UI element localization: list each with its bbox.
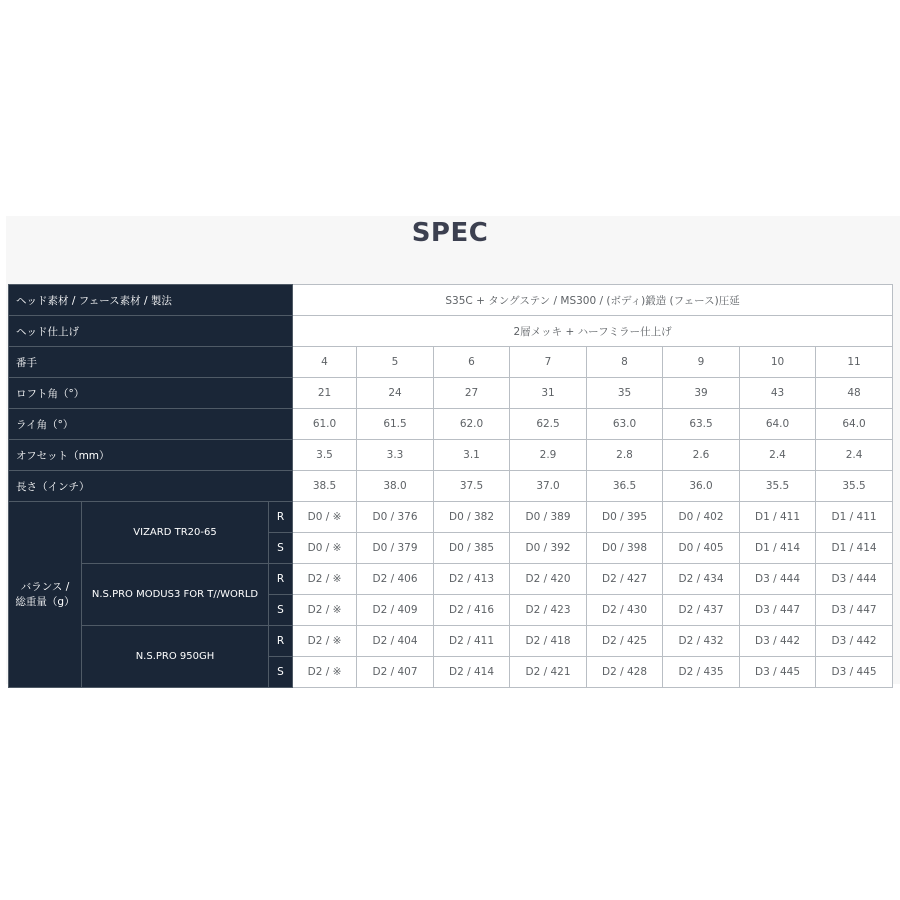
cell-value: 35 <box>587 378 663 409</box>
row-offset <box>9 440 893 471</box>
balance-value: D0 / ※ <box>293 533 357 564</box>
cell-value: 39 <box>663 378 740 409</box>
balance-value: D0 / 398 <box>587 533 663 564</box>
balance-value: D3 / 444 <box>816 564 893 595</box>
cell-value: 43 <box>740 378 816 409</box>
balance-value: D0 / 395 <box>587 502 663 533</box>
balance-value: D2 / 434 <box>663 564 740 595</box>
balance-value: D2 / 423 <box>510 595 587 626</box>
balance-label-line1: バランス / <box>20 580 70 593</box>
row-label: 番手 <box>9 347 293 378</box>
row-materials <box>9 285 893 316</box>
balance-value: D2 / 406 <box>357 564 434 595</box>
cell-value: 7 <box>510 347 587 378</box>
balance-value: D0 / 376 <box>357 502 434 533</box>
row-number <box>9 347 893 378</box>
cell-value: 2.4 <box>740 440 816 471</box>
balance-value: D2 / 430 <box>587 595 663 626</box>
balance-label-line2: 総重量（g） <box>15 595 75 608</box>
cell-value: 64.0 <box>740 409 816 440</box>
balance-value: D0 / ※ <box>293 502 357 533</box>
balance-value: D2 / 414 <box>434 657 510 688</box>
cell-value: 35.5 <box>740 471 816 502</box>
balance-value: D0 / 382 <box>434 502 510 533</box>
row-finish <box>9 316 893 347</box>
balance-value: D0 / 402 <box>663 502 740 533</box>
balance-value: D0 / 385 <box>434 533 510 564</box>
cell-value: 24 <box>357 378 434 409</box>
balance-value: D2 / 427 <box>587 564 663 595</box>
cell-value: 2.4 <box>816 440 893 471</box>
cell-value: 63.5 <box>663 409 740 440</box>
balance-weight-label <box>9 502 82 688</box>
balance-value: D3 / 442 <box>816 626 893 657</box>
cell-value: 36.0 <box>663 471 740 502</box>
balance-row <box>9 502 893 533</box>
balance-value: D3 / 447 <box>816 595 893 626</box>
page-title: SPEC <box>411 218 489 248</box>
balance-value: D2 / 411 <box>434 626 510 657</box>
finish-value: 2層メッキ + ハーフミラー仕上げ <box>293 316 893 347</box>
cell-value: 38.0 <box>357 471 434 502</box>
cell-value: 6 <box>434 347 510 378</box>
flex-label: S <box>269 533 293 564</box>
balance-value: D3 / 445 <box>816 657 893 688</box>
balance-value: D2 / ※ <box>293 626 357 657</box>
balance-value: D0 / 392 <box>510 533 587 564</box>
cell-value: 64.0 <box>816 409 893 440</box>
balance-value: D2 / ※ <box>293 595 357 626</box>
row-label: オフセット（mm） <box>9 440 293 471</box>
cell-value: 35.5 <box>816 471 893 502</box>
balance-value: D2 / ※ <box>293 657 357 688</box>
shaft-name: N.S.PRO MODUS3 FOR T//WORLD <box>82 564 269 626</box>
row-length <box>9 471 893 502</box>
cell-value: 2.8 <box>587 440 663 471</box>
cell-value: 61.5 <box>357 409 434 440</box>
balance-value: D2 / 413 <box>434 564 510 595</box>
balance-value: D2 / 416 <box>434 595 510 626</box>
cell-value: 5 <box>357 347 434 378</box>
row-lie <box>9 409 893 440</box>
row-loft <box>9 378 893 409</box>
row-label: ライ角（°） <box>9 409 293 440</box>
cell-value: 8 <box>587 347 663 378</box>
balance-row <box>9 626 893 657</box>
balance-value: D0 / 389 <box>510 502 587 533</box>
balance-value: D2 / 437 <box>663 595 740 626</box>
cell-value: 3.5 <box>293 440 357 471</box>
balance-value: D1 / 414 <box>740 533 816 564</box>
cell-value: 2.9 <box>510 440 587 471</box>
balance-value: D2 / 428 <box>587 657 663 688</box>
row-label: ヘッド仕上げ <box>9 316 293 347</box>
cell-value: 37.0 <box>510 471 587 502</box>
cell-value: 48 <box>816 378 893 409</box>
flex-label: S <box>269 657 293 688</box>
cell-value: 4 <box>293 347 357 378</box>
balance-value: D0 / 405 <box>663 533 740 564</box>
balance-value: D2 / 407 <box>357 657 434 688</box>
shaft-name: VIZARD TR20-65 <box>82 502 269 564</box>
balance-value: D3 / 447 <box>740 595 816 626</box>
row-label: 長さ（インチ） <box>9 471 293 502</box>
balance-value: D0 / 379 <box>357 533 434 564</box>
balance-value: D2 / 418 <box>510 626 587 657</box>
cell-value: 61.0 <box>293 409 357 440</box>
cell-value: 63.0 <box>587 409 663 440</box>
materials-value: S35C + タングステン / MS300 / (ボディ)鍛造 (フェース)圧延 <box>293 285 893 316</box>
cell-value: 31 <box>510 378 587 409</box>
row-label: ロフト角（°） <box>9 378 293 409</box>
balance-row <box>9 564 893 595</box>
shaft-name: N.S.PRO 950GH <box>82 626 269 688</box>
flex-label: S <box>269 595 293 626</box>
spec-table <box>8 284 893 688</box>
cell-value: 3.3 <box>357 440 434 471</box>
flex-label: R <box>269 502 293 533</box>
balance-value: D2 / 409 <box>357 595 434 626</box>
balance-value: D2 / 404 <box>357 626 434 657</box>
balance-value: D2 / ※ <box>293 564 357 595</box>
cell-value: 62.0 <box>434 409 510 440</box>
balance-value: D2 / 435 <box>663 657 740 688</box>
balance-value: D1 / 411 <box>816 502 893 533</box>
balance-value: D2 / 425 <box>587 626 663 657</box>
cell-value: 27 <box>434 378 510 409</box>
cell-value: 21 <box>293 378 357 409</box>
balance-value: D3 / 442 <box>740 626 816 657</box>
cell-value: 3.1 <box>434 440 510 471</box>
balance-value: D3 / 445 <box>740 657 816 688</box>
row-label: ヘッド素材 / フェース素材 / 製法 <box>9 285 293 316</box>
balance-value: D2 / 420 <box>510 564 587 595</box>
balance-value: D2 / 421 <box>510 657 587 688</box>
balance-value: D2 / 432 <box>663 626 740 657</box>
cell-value: 10 <box>740 347 816 378</box>
flex-label: R <box>269 564 293 595</box>
cell-value: 62.5 <box>510 409 587 440</box>
cell-value: 9 <box>663 347 740 378</box>
balance-value: D1 / 414 <box>816 533 893 564</box>
cell-value: 38.5 <box>293 471 357 502</box>
cell-value: 11 <box>816 347 893 378</box>
cell-value: 37.5 <box>434 471 510 502</box>
cell-value: 2.6 <box>663 440 740 471</box>
cell-value: 36.5 <box>587 471 663 502</box>
balance-value: D1 / 411 <box>740 502 816 533</box>
flex-label: R <box>269 626 293 657</box>
balance-value: D3 / 444 <box>740 564 816 595</box>
